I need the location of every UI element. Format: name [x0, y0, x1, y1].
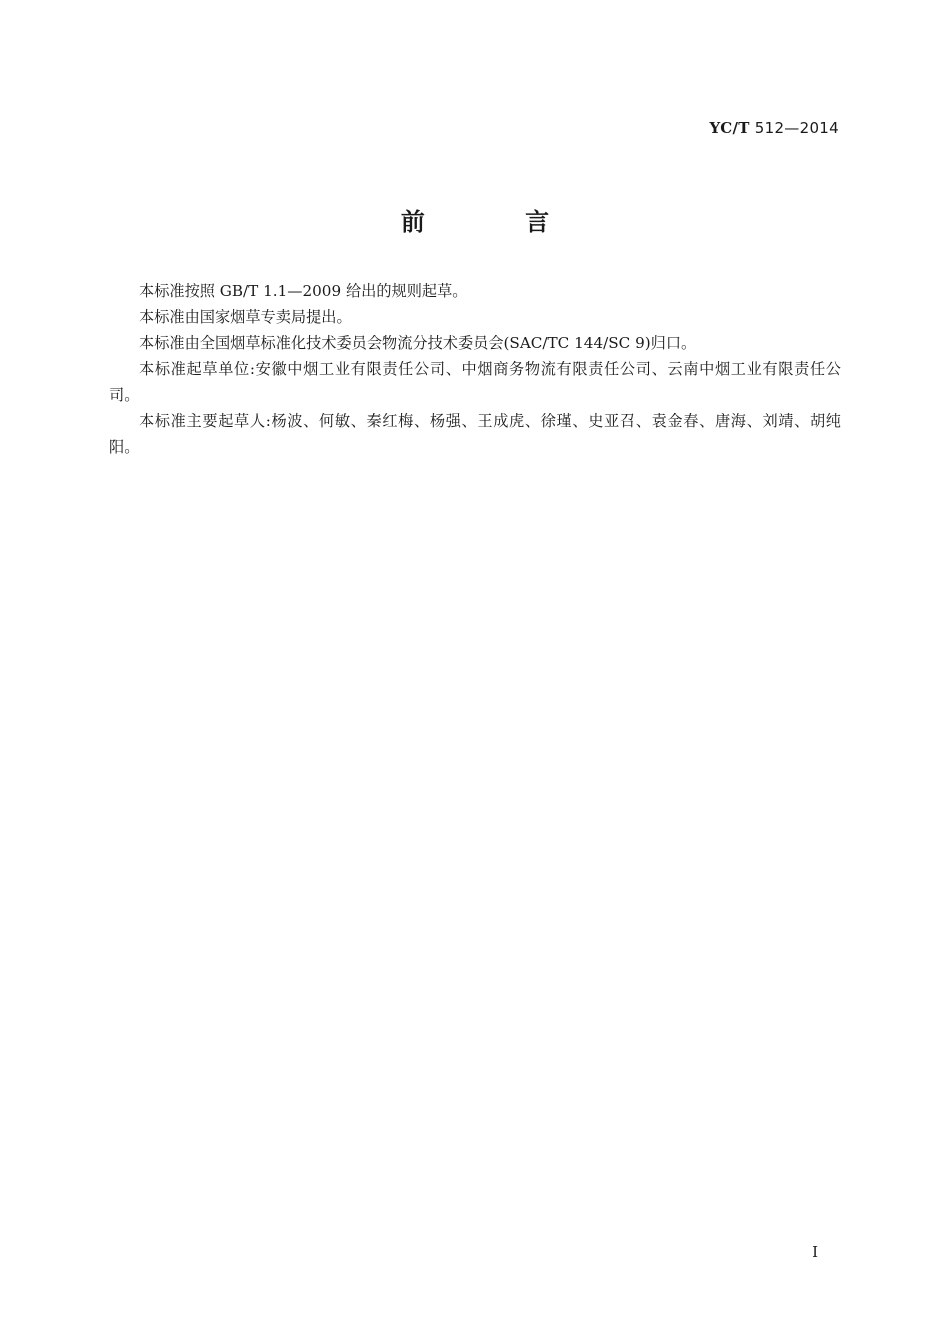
foreword-body	[109, 278, 841, 460]
standard-code-prefix: YC/T	[709, 119, 750, 137]
paragraph-drafters: 本标准主要起草人:杨波、何敏、秦红梅、杨强、王成虎、徐瑾、史亚召、袁金春、唐海、刘靖、胡纯阳。	[109, 412, 841, 456]
paragraph-proposer: 本标准由国家烟草专卖局提出。	[139, 308, 352, 326]
standard-code	[709, 119, 839, 137]
page-number: I	[812, 1243, 818, 1261]
standard-code-number: 512—2014	[754, 119, 839, 137]
paragraph-technical-committee: 本标准由全国烟草标准化技术委员会物流分技术委员会(SAC/TC 144/SC 9)归口。	[139, 334, 697, 352]
paragraph-drafting-rules: 本标准按照 GB/T 1.1—2009 给出的规则起草。	[139, 282, 468, 300]
page-title: 前 言	[400, 208, 596, 236]
paragraph-drafting-units: 本标准起草单位:安徽中烟工业有限责任公司、中烟商务物流有限责任公司、云南中烟工业有限责任公司。	[109, 360, 841, 404]
